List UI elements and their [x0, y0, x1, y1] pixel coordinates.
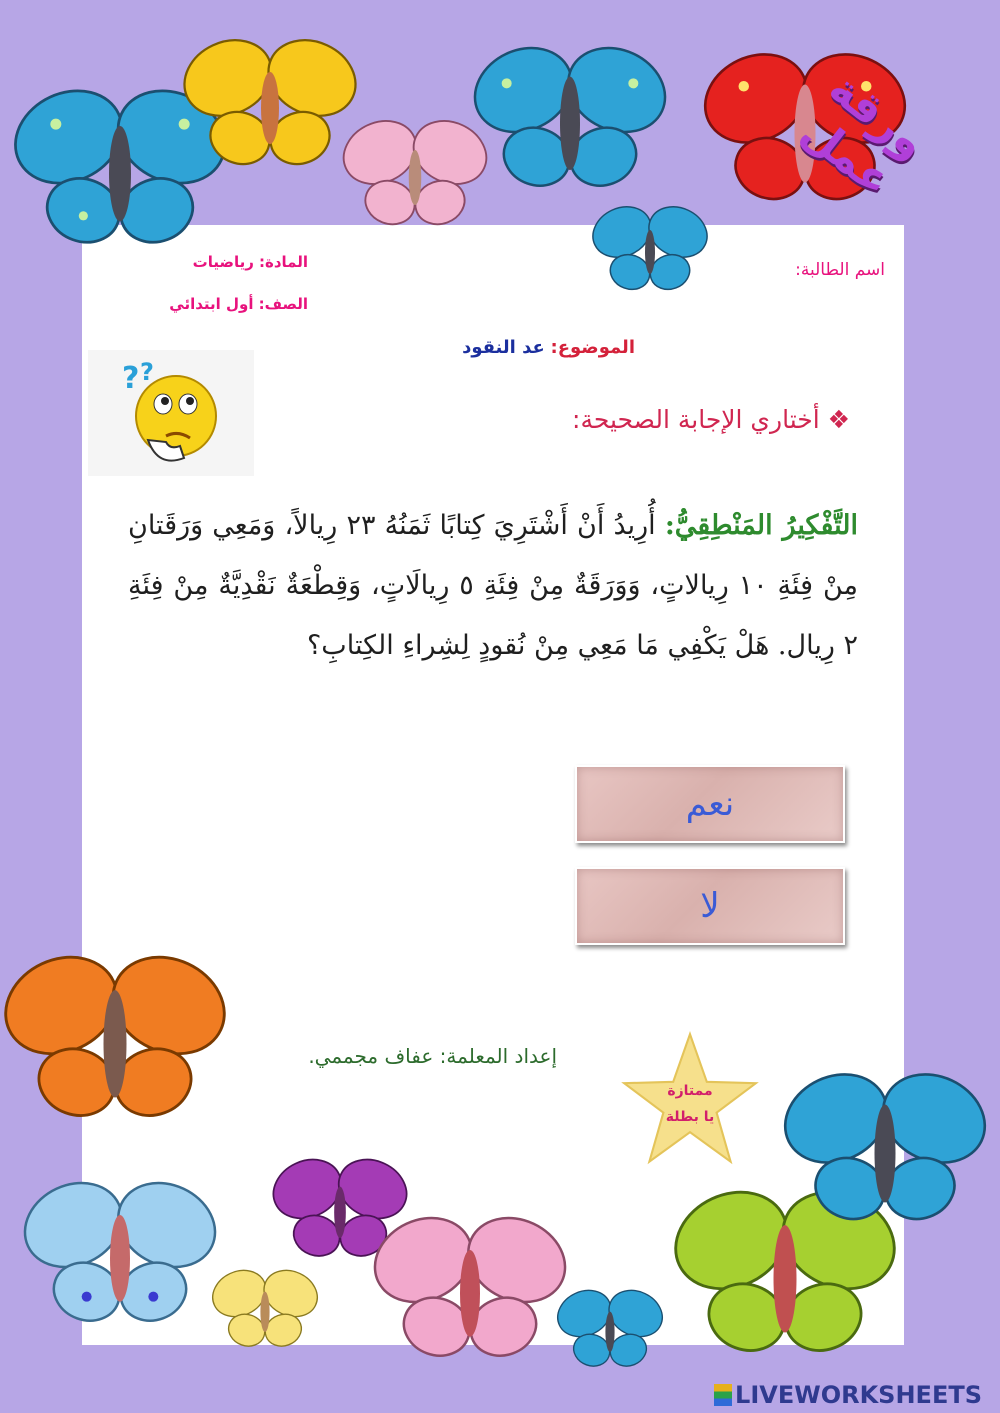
butterfly-icon [20, 1140, 220, 1370]
svg-text:?: ? [140, 358, 154, 386]
butterfly-icon [370, 1180, 570, 1400]
topic-value: عد النقود [462, 337, 545, 358]
star-badge-line1: ممتازة [667, 1083, 713, 1099]
star-badge-text [640, 1078, 740, 1130]
butterfly-icon [555, 1270, 665, 1390]
instruction-text: ❖ أختاري الإجابة الصحيحة: [572, 405, 850, 434]
butterfly-icon [590, 185, 710, 315]
thinking-face-icon [88, 350, 254, 476]
worksheet-title: ورقة عمل [791, 62, 937, 207]
answer-yes-button[interactable]: نعم [575, 765, 845, 843]
butterfly-icon [780, 1040, 990, 1260]
butterfly-icon [180, 0, 360, 210]
subject-value: رياضيات [192, 253, 254, 271]
problem-text: أُرِيدُ أَنْ أَشْتَرِيَ كِتابًا ثَمَنُهُ ٢٣ رِيالاً، وَمَعِي وَرَقَتانِ مِنْ فِئَةِ ١٠ رِيالاتٍ، وَوَرَقَةٌ مِنْ فِئَةِ ٥ رِيالَاتٍ، وَقِطْعَةٌ نَقْدِيَّةٌ مِنْ فِئَةِ ٢ رِيال. هَلْ يَكْفِي مَا مَعِي مِنْ نُقودٍ لِشِراءِ الكِتابِ؟ [128, 510, 858, 661]
subject-row [193, 252, 308, 271]
svg-text:?: ? [122, 361, 140, 396]
subject-label: المادة: [258, 253, 308, 271]
butterfly-icon [0, 920, 230, 1160]
grade-row [169, 294, 308, 313]
grade-value: أول ابتدائي [169, 295, 254, 313]
teacher-credit: إعداد المعلمة: عفاف مجممي. [308, 1044, 557, 1068]
star-badge-line2: يا بطلة [665, 1109, 715, 1125]
topic-label: الموضوع: [550, 337, 635, 358]
problem-paragraph [128, 496, 858, 676]
problem-heading: التَّفْكِيرُ المَنْطِقِيُّ: [664, 510, 859, 541]
student-name-label: اسم الطالبة: [795, 260, 885, 280]
liveworksheets-brand [714, 1381, 982, 1409]
grade-label: الصف: [258, 295, 308, 313]
butterfly-icon [210, 1250, 320, 1370]
answer-no-button[interactable]: لا [575, 867, 845, 945]
brand-text: LIVEWORKSHEETS [735, 1381, 982, 1409]
topic-row [462, 337, 635, 358]
liveworksheets-logo-icon [714, 1384, 732, 1406]
